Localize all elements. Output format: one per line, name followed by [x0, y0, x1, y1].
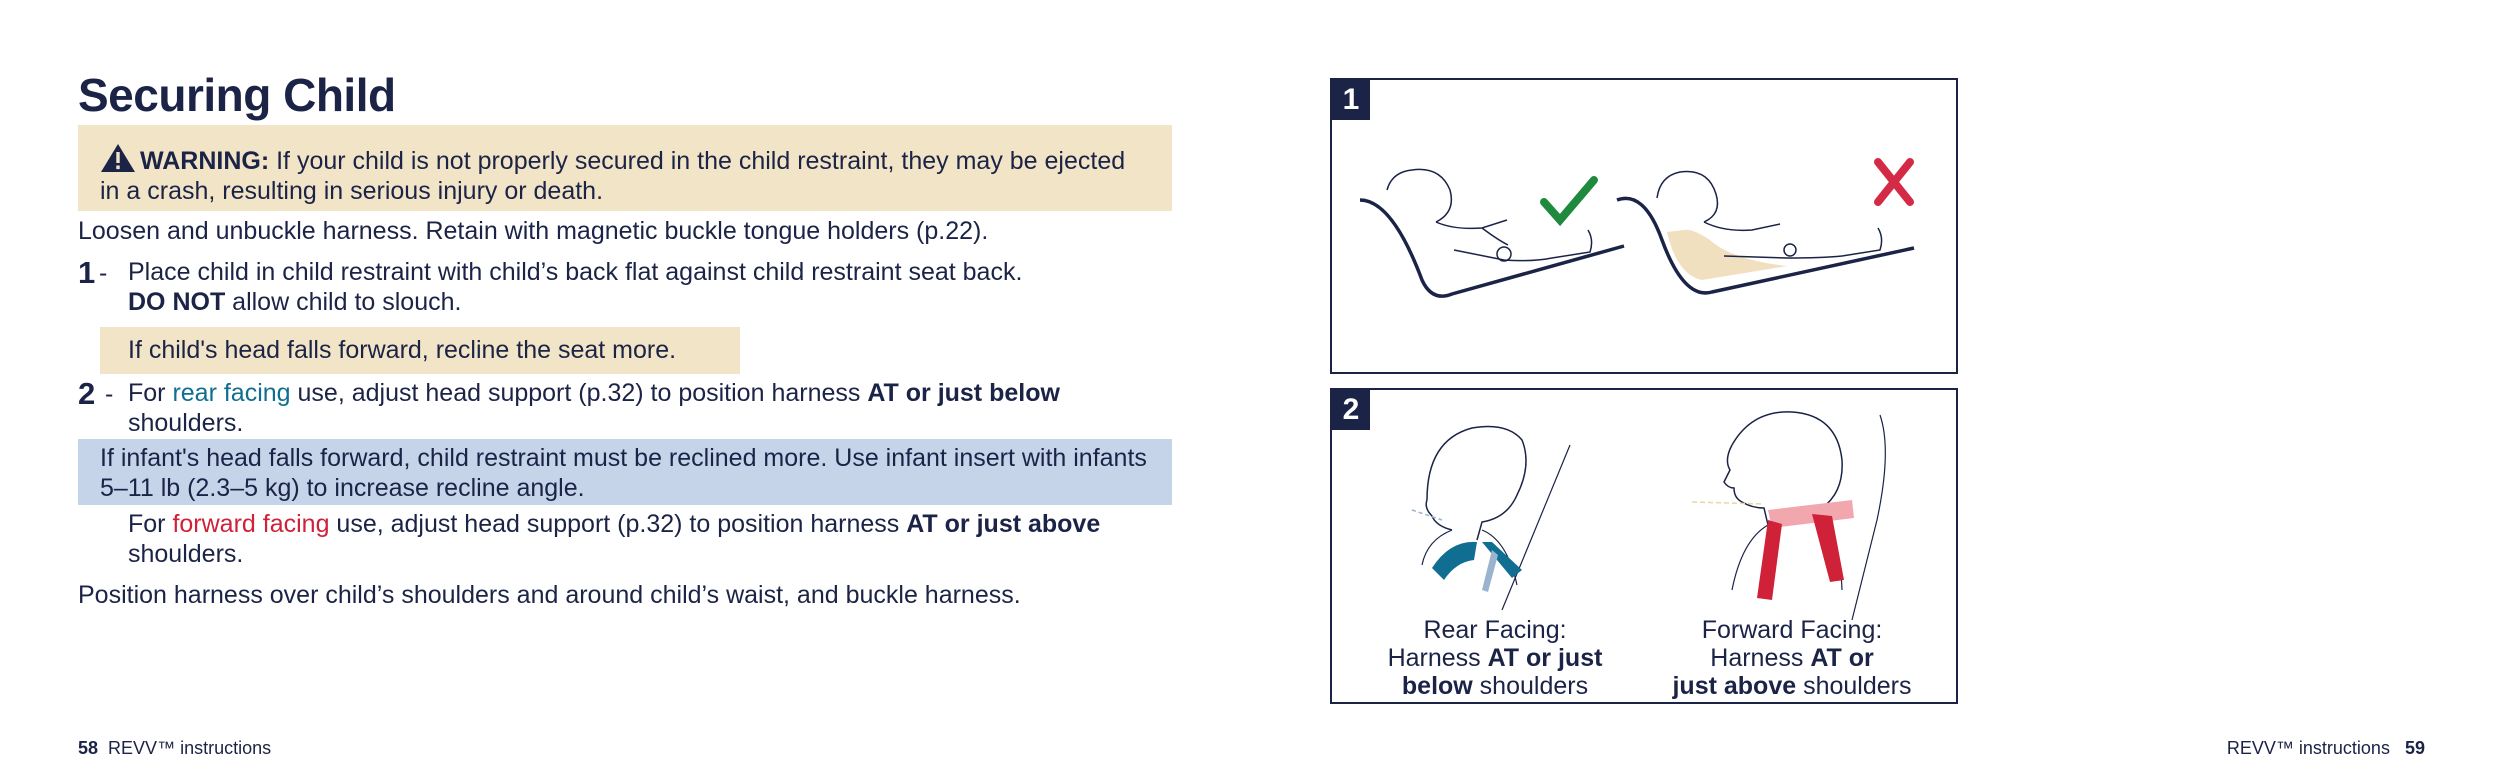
rear-caption-line1: Rear Facing: [1423, 616, 1567, 644]
rear-facing-caption [1370, 616, 1620, 700]
forward-facing-caption [1642, 616, 1942, 700]
warning-message: If your child is not properly secured in the child restraint, they may be ejected in a crash, resulting in serious injury or death. [100, 147, 1126, 205]
forward-caption-line3a: just above [1672, 672, 1797, 700]
forward-facing-text [128, 509, 1178, 569]
step-1-note: If child's head falls forward, recline the seat more. [128, 336, 677, 364]
rear-caption-line3a: below [1401, 672, 1473, 700]
forward-facing-label: forward facing [172, 510, 330, 538]
rear-facing-label: rear facing [172, 379, 291, 407]
figure-1-illustration [1332, 80, 1956, 372]
forward-caption-line2a: Harness [1710, 644, 1811, 672]
footer-right [2227, 738, 2425, 759]
page-number-right: 59 [2404, 738, 2425, 758]
forward-facing-illustration [1692, 412, 1885, 620]
step-2-note: If infant's head falls forward, child restraint must be reclined more. Use infant insert with infants 5–11 lb (2.3–5 kg) to increase recline angle. [100, 444, 1147, 502]
final-instruction: Position harness over child’s shoulders and around child’s waist, and buckle harness. [78, 581, 1021, 609]
cross-icon [1878, 162, 1910, 202]
rear-caption-line2a: Harness [1387, 644, 1488, 672]
step-2-number: 2 [78, 376, 96, 411]
figure-2-illustration [1332, 390, 1956, 620]
forward-emphasis: AT or just above [906, 510, 1101, 538]
rear-caption-line3b: shoulders [1472, 672, 1589, 700]
step-2-pre: For [128, 379, 173, 407]
footer-left [78, 738, 271, 759]
figure-1-badge: 1 [1332, 80, 1370, 120]
rear-facing-illustration [1412, 427, 1570, 611]
step-2-emphasis: AT or just below [867, 379, 1060, 407]
forward-caption-line1: Forward Facing: [1701, 616, 1883, 644]
figure-2-frame [1330, 388, 1958, 704]
forward-mid: use, adjust head support (p.32) to position harness [329, 510, 907, 538]
figure-1-frame [1330, 78, 1958, 374]
warning-label: WARNING: [140, 147, 270, 175]
step-2-line2: shoulders. [128, 409, 244, 437]
step-1-text [128, 257, 1178, 317]
incorrect-posture-illustration [1617, 171, 1914, 292]
warning-text [100, 143, 1150, 206]
step-1-emphasis: DO NOT [128, 288, 226, 316]
forward-pre: For [128, 510, 173, 538]
step-1-number: 1 [78, 255, 96, 290]
rear-caption-line2b: AT or just [1487, 644, 1603, 672]
warning-icon [100, 143, 136, 173]
intro-text: Loosen and unbuckle harness. Retain with magnetic buckle tongue holders (p.22). [78, 217, 989, 245]
step-1-line2: allow child to slouch. [225, 288, 462, 316]
checkmark-icon [1544, 180, 1594, 220]
footer-brand-left: REVV™ instructions [108, 738, 272, 758]
forward-caption-line2b: AT or [1810, 644, 1874, 672]
step-2-mid: use, adjust head support (p.32) to position harness [290, 379, 868, 407]
step-2-text [128, 378, 1178, 438]
step-2-dash: - [105, 380, 114, 408]
forward-line2: shoulders. [128, 540, 244, 568]
step-1-line1: Place child in child restraint with child’s back flat against child restraint seat back. [128, 258, 1023, 286]
page-title: Securing Child [78, 69, 396, 121]
step-1-dash: - [99, 259, 108, 287]
page-number-left: 58 [78, 738, 99, 758]
footer-brand-right: REVV™ instructions [2226, 738, 2390, 758]
forward-caption-line3b: shoulders [1796, 672, 1912, 700]
figure-2-badge: 2 [1332, 390, 1370, 430]
